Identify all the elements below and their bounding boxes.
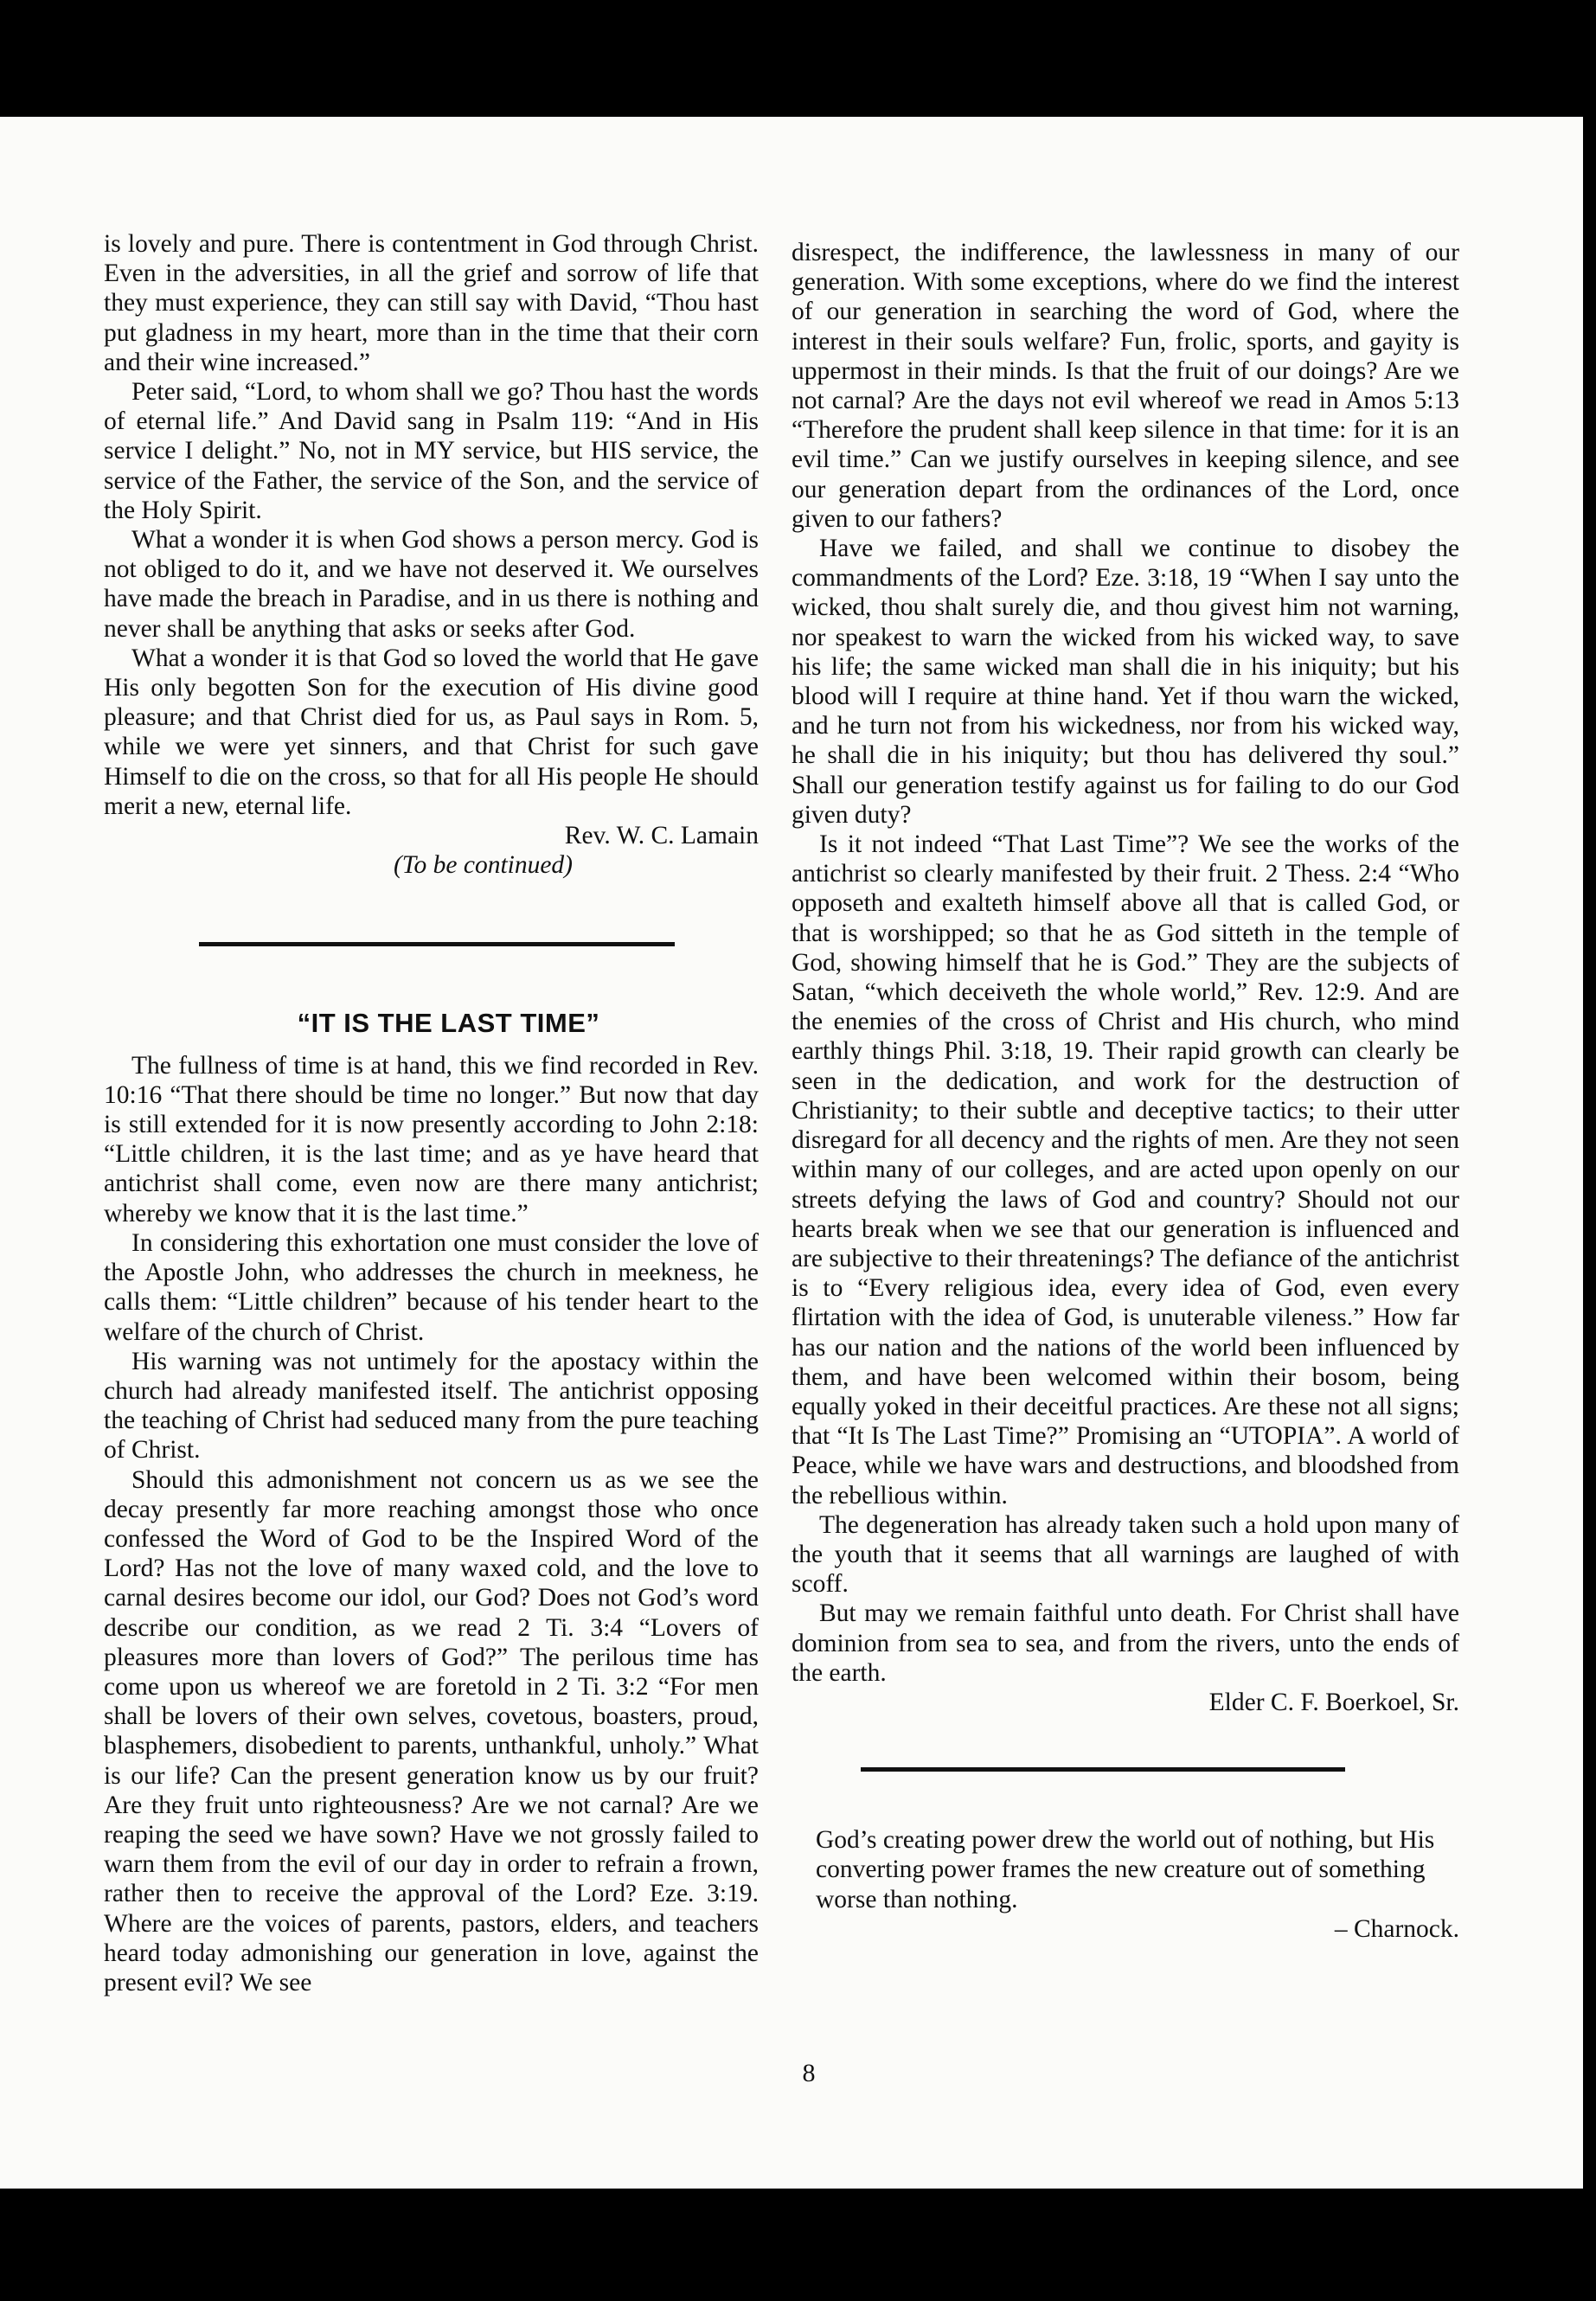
scan-edge (1583, 1626, 1596, 1955)
right-column (792, 238, 1459, 1944)
quote-author: – Charnock. (1334, 1914, 1459, 1943)
paragraph: The fullness of time is at hand, this we find recorded in Rev. 10:16 “That there should be time no longer.” But now that day is still extended for it is now presently according to John 2:18: “Little children, it is the last time; and as ye have heard that antichrist shall come, even now are there many antichrist; whereby we know that it is the last time.” (104, 1051, 759, 1227)
document-page (0, 117, 1583, 2189)
section-divider (861, 1767, 1345, 1772)
paragraph: Have we failed, and shall we continue to disobey the commandments of the Lord? Eze. 3:18, 19 “When I say unto the wicked, thou shalt surely die, and thou givest him not warning, nor speakest to warn the wicked from his wicked way, to save his life; the same wicked man shall die in his iniquity; but his blood will I require at thine hand. Yet if thou warn the wicked, and he turn not from his wickedness, nor from his wicked way, he shall die in his iniquity; but thou has delivered thy soul.” Shall our generation testify against us for failing to do our God given duty? (792, 535, 1459, 829)
paragraph: Is it not indeed “That Last Time”? We see the works of the antichrist so clearly manifested by their fruit. 2 Thess. 2:4 “Who opposeth and exalteth himself above all that is called God, or that is worshipped; so that he as God sitteth in the temple of God, showing himself that he is God.” They are the subjects of Satan, “which deceiveth the whole world,” Rev. 12:9. And are the enemies of the cross of Christ and His church, who mind earthly things Phil. 3:18, 19. Their rapid growth can clearly be seen in the dedication, and work for the destruction of Christianity; to their subtle and deceptive tactics; to their utter disregard for all decency and the rights of men. Are they not seen within many of our colleges, and are acted upon openly on our streets defying the laws of God and country? Should not our hearts break when we see that our generation is influenced and are subjective to their threatenings? The defiance of the antichrist is to “Every religious idea, every idea of God, even every flirtation with the idea of God, is unuterable vileness.” How far has our nation and the nations of the world been influenced by them, and have been welcomed within their bosom, being equally yoked in their deceitful practices. Are these not all signs; that “It Is The Last Time?” Promising an “UTOPIA”. A world of Peace, while we have wars and destructions, and bloodshed from the rebellious within. (792, 830, 1459, 1509)
paragraph: Should this admonishment not concern us as we see the decay presently far more reaching amongst those who once confessed the Word of God to be the Inspired Word of the Lord? Has not the love of many waxed cold, and the love to carnal desires become our idol, our God? Does not God’s word describe our condition, as we read 2 Ti. 3:4 “Lovers of pleasures more than lovers of God?” The perilous time has come upon us whereof we are foretold in 2 Ti. 3:2 “For men shall be lovers of their own selves, covetous, boasters, proud, blasphemers, disobedient to parents, unthankful, unholy.” What is our life? Can the present generation know us by our fruit? Are they fruit unto righteousness? Are we not carnal? Are we reaping the seed we have sown? Have we not grossly failed to warn them from the evil of our day in order to refrain a frown, rather then to receive the approval of the Lord? Eze. 3:19. Where are the voices of parents, pastors, elders, and teachers heard today admonishing our generation in love, against the present evil? We see (104, 1465, 759, 1997)
author-signature: Elder C. F. Boerkoel, Sr. (1208, 1688, 1459, 1716)
paragraph: is lovely and pure. There is contentment in God through Christ. Even in the adversities, in all the grief and sorrow of life that they must experience, they can still say with David, “Thou hast put gladness in my heart, more than in the time that their corn and their wine increased.” (104, 230, 759, 376)
paragraph: In considering this exhortation one must consider the love of the Apostle John, who addresses the church in meekness, he calls them: “Little children” because of his tender heart to the welfare of the church of Christ. (104, 1228, 759, 1346)
article-title: “IT IS THE LAST TIME” (297, 1008, 600, 1039)
scan-edge (1583, 173, 1596, 433)
paragraph: The degeneration has already taken such a hold upon many of the youth that it seems that all warnings are laughed of with scoff. (792, 1510, 1459, 1599)
paragraph: What a wonder it is that God so loved the world that He gave His only begotten Son for the execution of His divine good pleasure; and that Christ died for us, as Paul says in Rom. 5, while we were yet sinners, and that Christ for such gave Himself to die on the cross, so that for all His people He should merit a new, eternal life. (104, 644, 759, 820)
quote-text: God’s creating power drew the world out of nothing, but His converting power frames the new creature out of something worse than nothing. (816, 1826, 1435, 1913)
paragraph: disrespect, the indifference, the lawlessness in many of our generation. With some exceptions, where do we find the interest of our generation in searching the word of God, where the interest in their souls welfare? Fun, frolic, sports, and gayity is uppermost in their minds. Is that the fruit of our doings? Are we not carnal? Are the days not evil whereof we read in Amos 5:13 “Therefore the prudent shall keep silence in that time: for it is an evil time.” Can we justify ourselves in keeping silence, and see our generation depart from the ordinances of the Lord, once given to our fathers? (792, 239, 1459, 533)
paragraph: But may we remain faithful unto death. For Christ shall have dominion from sea to sea, and from the rivers, unto the ends of the earth. (792, 1599, 1459, 1687)
section-divider (199, 942, 675, 946)
paragraph: What a wonder it is when God shows a person mercy. God is not obliged to do it, and we have not deserved it. We ourselves have made the breach in Paradise, and in us there is nothing and never shall be anything that asks or seeks after God. (104, 526, 759, 643)
page-number: 8 (802, 2059, 816, 2087)
author-signature: Rev. W. C. Lamain (564, 822, 759, 850)
continued-note: (To be continued) (393, 851, 574, 880)
paragraph: Peter said, “Lord, to whom shall we go? Thou hast the words of eternal life.” And David sang in Psalm 119: “And in His service I delight.” No, not in MY service, but HIS service, the service of the Father, the service of the Son, and the service of the Holy Spirit. (104, 378, 759, 524)
left-column (104, 229, 759, 1997)
paragraph: His warning was not untimely for the apostacy within the church had already manifested itself. The antichrist opposing the teaching of Christ had seduced many from the pure teaching of Christ. (104, 1347, 759, 1465)
scan-edge (1583, 995, 1596, 1358)
